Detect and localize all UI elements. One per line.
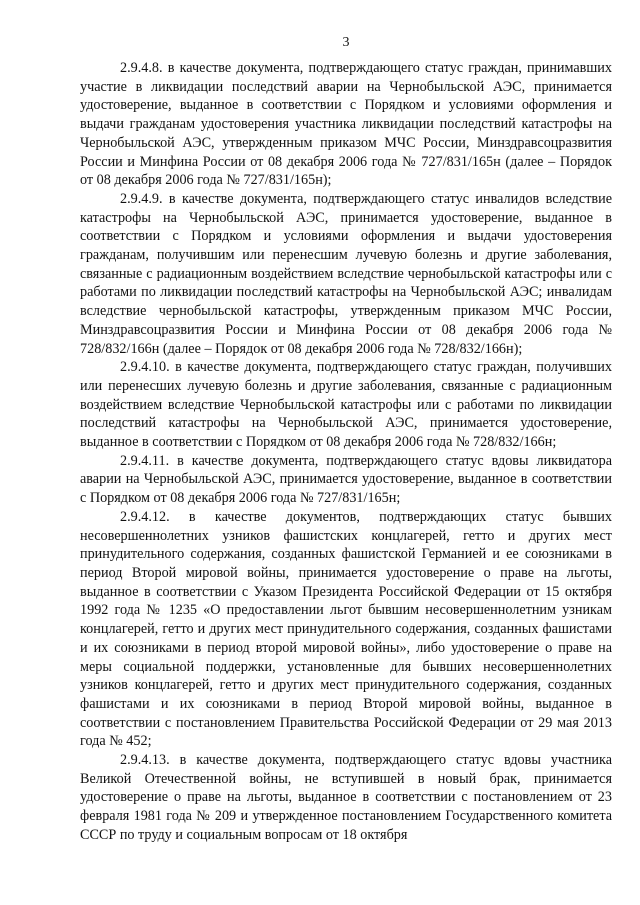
paragraph-2-9-4-13: 2.9.4.13. в качестве документа, подтверждающего статус вдовы участника Великой Отечественной войны, не вступившей в новый брак, принимается удостоверение о праве на льготы, выданное в соответствии с постановлением от 23 февраля 1981 года № 209 и утвержденное постановлением Государственного комитета СССР по труду и социальным вопросам от 18 октября	[80, 752, 612, 843]
page-number: 3	[342, 35, 350, 50]
paragraph-2-9-4-9: 2.9.4.9. в качестве документа, подтверждающего статус инвалидов вследствие катастрофы на Чернобыльской АЭС, принимается удостоверение, выданное в соответствии с Порядком и условиями оформления и выдачи удостоверения гражданам, получившим или перенесшим лучевую болезнь и другие заболевания, связанные с радиационным воздействием вследствие чернобыльской катастрофы или с работами по ликвидации последствий катастрофы на Чернобыльской АЭС; инвалидам вследствие чернобыльской катастрофы, утвержденным приказом МЧС России, Минздравсоцразвития России и Минфина России от 08 декабря 2006 года № 728/832/166н (далее – Порядок от 08 декабря 2006 года № 728/832/166н);	[80, 190, 612, 357]
paragraph-2-9-4-11: 2.9.4.11. в качестве документа, подтверждающего статус вдовы ликвидатора аварии на Чернобыльской АЭС, принимается удостоверение, выданное в соответствии с Порядком от 08 декабря 2006 года № 727/831/165н;	[80, 452, 612, 507]
paragraph-2-9-4-12: 2.9.4.12. в качестве документов, подтверждающих статус бывших несовершеннолетних узников фашистских концлагерей, гетто и других мест принудительного содержания, созданных фашистской Германией и ее союзниками в период Второй мировой войны, принимается удостоверение о праве на льготы, выданное в соответствии с Указом Президента Российской Федерации от 15 октября 1992 года № 1235 «О предоставлении льгот бывшим несовершеннолетним узникам концлагерей, гетто и других мест принудительного содержания, созданных фашистами и их союзниками в период второй мировой войны», либо удостоверение о праве на меры социальной поддержки, установленные для бывших несовершеннолетних узников концлагерей, гетто и других мест принудительного содержания, созданных фашистами и их союзниками в период Второй мировой войны, выданное в соответствии с постановлением Правительства Российской Федерации от 29 мая 2013 года № 452;	[80, 508, 612, 750]
paragraph-2-9-4-10: 2.9.4.10. в качестве документа, подтверждающего статус граждан, получивших или перенесших лучевую болезнь и другие заболевания, связанные с радиационным воздействием вследствие Чернобыльской катастрофы или с работами по ликвидации последствий катастрофы на Чернобыльской АЭС, принимается удостоверение, выданное в соответствии с Порядком от 08 декабря 2006 года № 728/832/166н;	[80, 359, 612, 451]
paragraph-2-9-4-8: 2.9.4.8. в качестве документа, подтверждающего статус граждан, принимавших участие в ликвидации последствий аварии на Чернобыльской АЭС, принимается удостоверение, выданное в соответствии с Порядком и условиями оформления и выдачи гражданам удостоверения участника ликвидации последствий катастрофы на Чернобыльской АЭС, утвержденным приказом МЧС России, Минздравсоцразвития России и Минфина России от 08 декабря 2006 года № 727/831/165н (далее – Порядок от 08 декабря 2006 года № 727/831/165н);	[80, 60, 612, 189]
document-page	[80, 34, 612, 845]
